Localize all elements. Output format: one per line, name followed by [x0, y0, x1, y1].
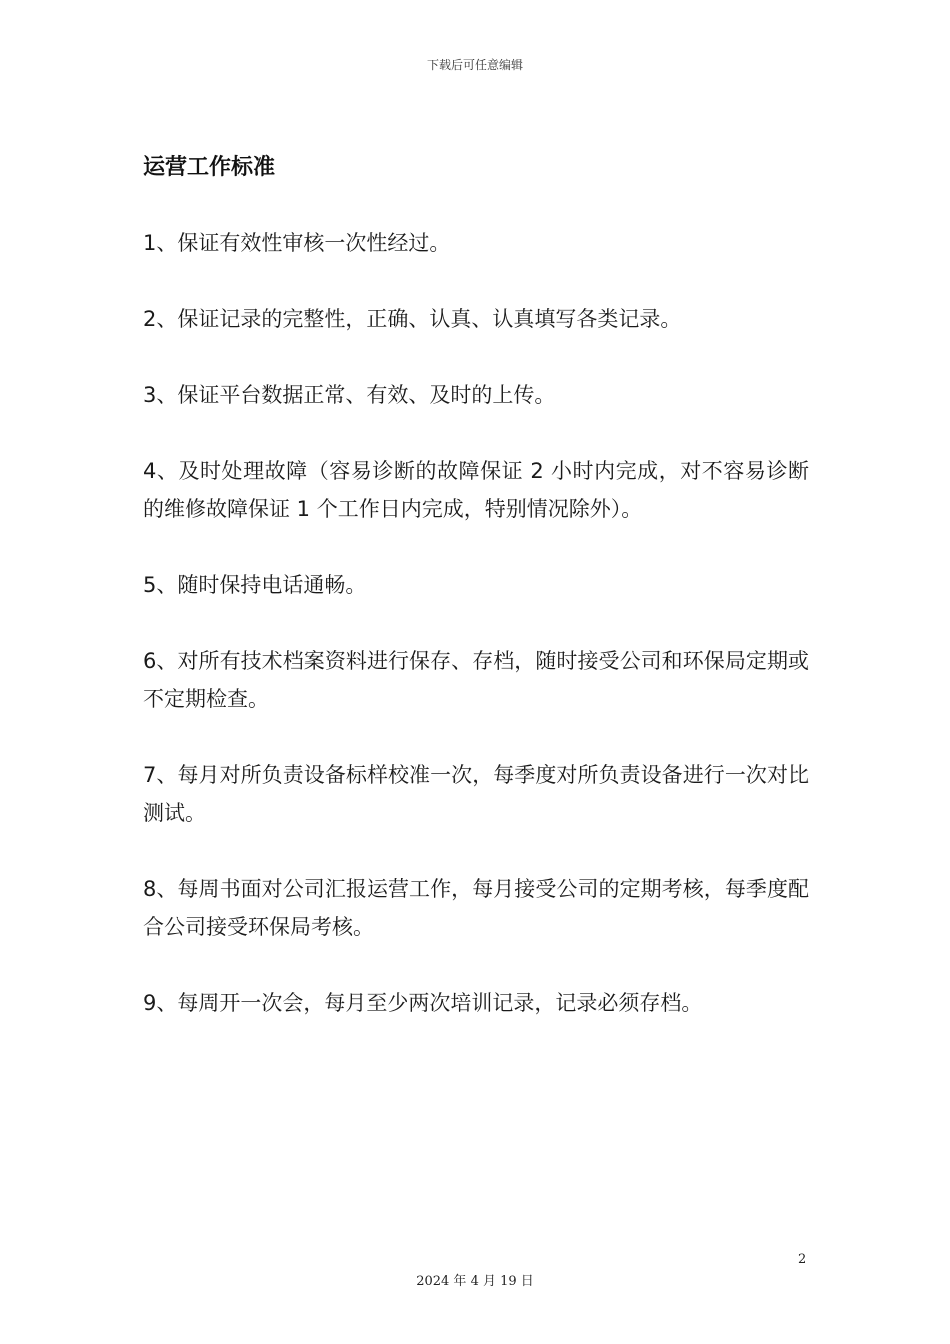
list-item: 9、每周开一次会，每月至少两次培训记录，记录必须存档。	[143, 991, 703, 1015]
header-note: 下载后可任意编辑	[426, 58, 523, 72]
list-item: 5、随时保持电话通畅。	[143, 573, 367, 597]
list-item: 6、对所有技术档案资料进行保存、存档，随时接受公司和环保局定期或不定期检查。	[143, 649, 809, 711]
page-number: 2	[798, 1252, 807, 1267]
list-item: 3、保证平台数据正常、有效、及时的上传。	[143, 383, 556, 407]
list-item: 2、保证记录的完整性，正确、认真、认真填写各类记录。	[143, 307, 682, 331]
footer-date: 2024 年 4 月 19 日	[416, 1274, 534, 1289]
standards-list	[143, 224, 809, 1060]
document-title: 运营工作标准	[143, 155, 276, 180]
list-item: 1、保证有效性审核一次性经过。	[143, 231, 451, 255]
list-item: 7、每月对所负责设备标样校准一次，每季度对所负责设备进行一次对比测试。	[143, 763, 809, 825]
list-item: 4、及时处理故障（容易诊断的故障保证 2 小时内完成，对不容易诊断的维修故障保证 1 个工作日内完成，特别情况除外）。	[143, 459, 809, 521]
list-item: 8、每周书面对公司汇报运营工作，每月接受公司的定期考核，每季度配合公司接受环保局考核。	[143, 877, 809, 939]
